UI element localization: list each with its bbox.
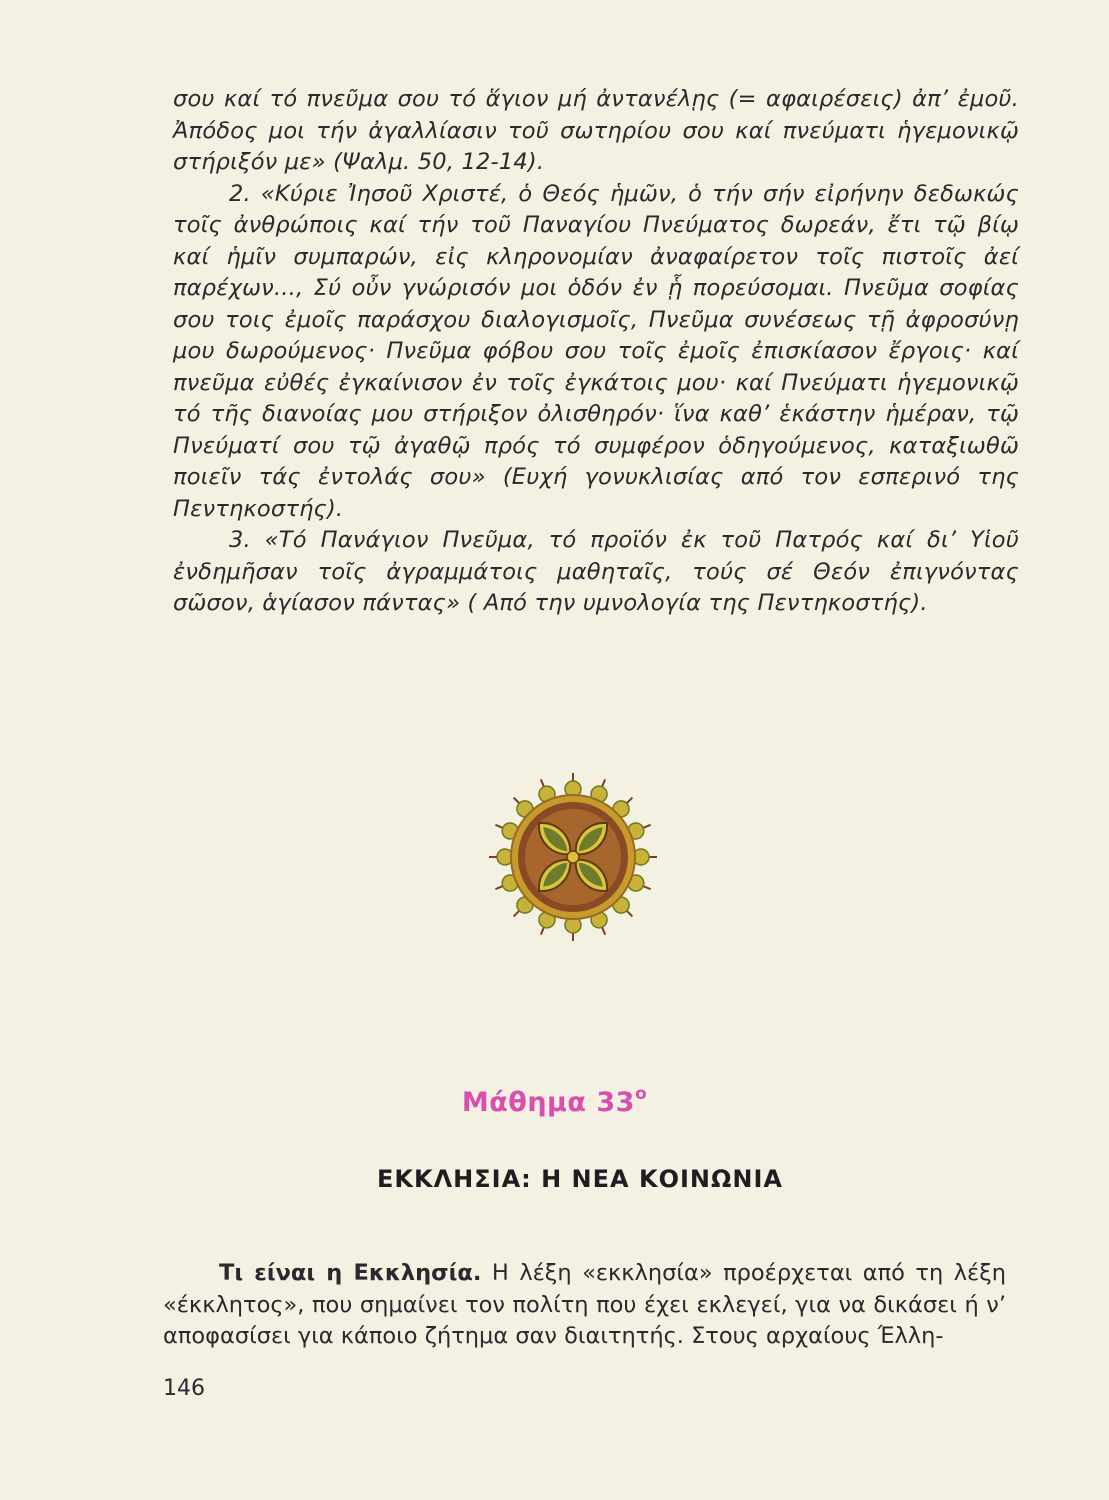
- lesson-label: Μάθημα 33: [461, 1087, 635, 1118]
- prayers-text: [173, 84, 1019, 620]
- body-lead: Τι είναι η Εκκλησία.: [219, 1260, 482, 1286]
- lesson-title: [0, 1084, 1109, 1118]
- section-heading: ΕΚΚΛΗΣΙΑ: Η ΝΕΑ ΚΟΙΝΩΝΙΑ: [377, 1165, 783, 1193]
- quote-continuation: σου καί τό πνεῦμα σου τό ἅγιον μή ἀντανέλῃς (= αφαιρέσεις) ἀπ’ ἐμοῦ. Ἀπόδος μοι τήν ἀγαλλίασιν τοῦ σωτηρίου σου καί πνεύματι ἡγεμονικῷ στήριξόν με» (Ψαλμ. 50, 12-14).: [173, 86, 1019, 175]
- prayer-3: 3. «Τό Πανάγιον Πνεῦμα, τό προϊόν ἐκ τοῦ Πατρός καί δι’ Υἱοῦ ἐνδημῆσαν τοῖς ἀγραμμάτοις μαθηταῖς, τούς σέ Θεόν ἐπιγνόντας σῶσον, ἁγίασον πάντας» ( Από την υμνολογία της Πεντηκοστής).: [173, 527, 1019, 616]
- rosette-ornament-icon: [488, 762, 658, 952]
- page-number: 146: [163, 1376, 205, 1401]
- lesson-superscript: ο: [634, 1084, 648, 1104]
- body-paragraph: Η λέξη «εκκλησία» προέρχεται από τη λέξη «έκκλητος», που σημαίνει τον πολίτη που έχει εκλεγεί, για να δικάσει ή ν’ αποφασίσει για κάποιο ζήτημα σαν διαιτητής. Στους αρχαίους Έλλη-: [163, 1260, 1006, 1349]
- body-text: [163, 1258, 1006, 1353]
- prayer-2: 2. «Κύριε Ἰησοῦ Χριστέ, ὁ Θεός ἡμῶν, ὁ τήν σήν εἰρήνην δεδωκώς τοῖς ἀνθρώποις καί τήν τοῦ Παναγίου Πνεύματος δωρεάν, ἔτι τῷ βίῳ καί ἡμῖν συμπαρών, εἰς κληρονομίαν ἀναφαίρετον τοῖς πιστοῖς ἀεί παρέχων..., Σύ οὖν γνώρισόν μοι ὁδόν ἐν ᾗ πορεύσομαι. Πνεῦμα σοφίας σου τοις ἐμοῖς παράσχου διαλογισμοῖς, Πνεῦμα συνέσεως τῇ ἀφροσύνῃ μου δωρούμενος· Πνεῦμα φόβου σου τοῖς ἐμοῖς ἐπισκίασον ἔργοις· καί πνεῦμα εὐθές ἐγκαίνισον ἐν τοῖς ἐγκάτοις μου· καί Πνεύματι ἡγεμονικῷ τό τῆς διανοίας μου στήριξον ὀλισθηρόν· ἵνα καθ’ ἑκάστην ἡμέραν, τῷ Πνεύματί σου τῷ ἀγαθῷ πρός τό συμφέρον ὁδηγούμενος, καταξιωθῶ ποιεῖν τάς ἐντολάς σου» (Ευχή γονυκλισίας από τον εσπερινό της Πεντηκοστής).: [173, 180, 1019, 522]
